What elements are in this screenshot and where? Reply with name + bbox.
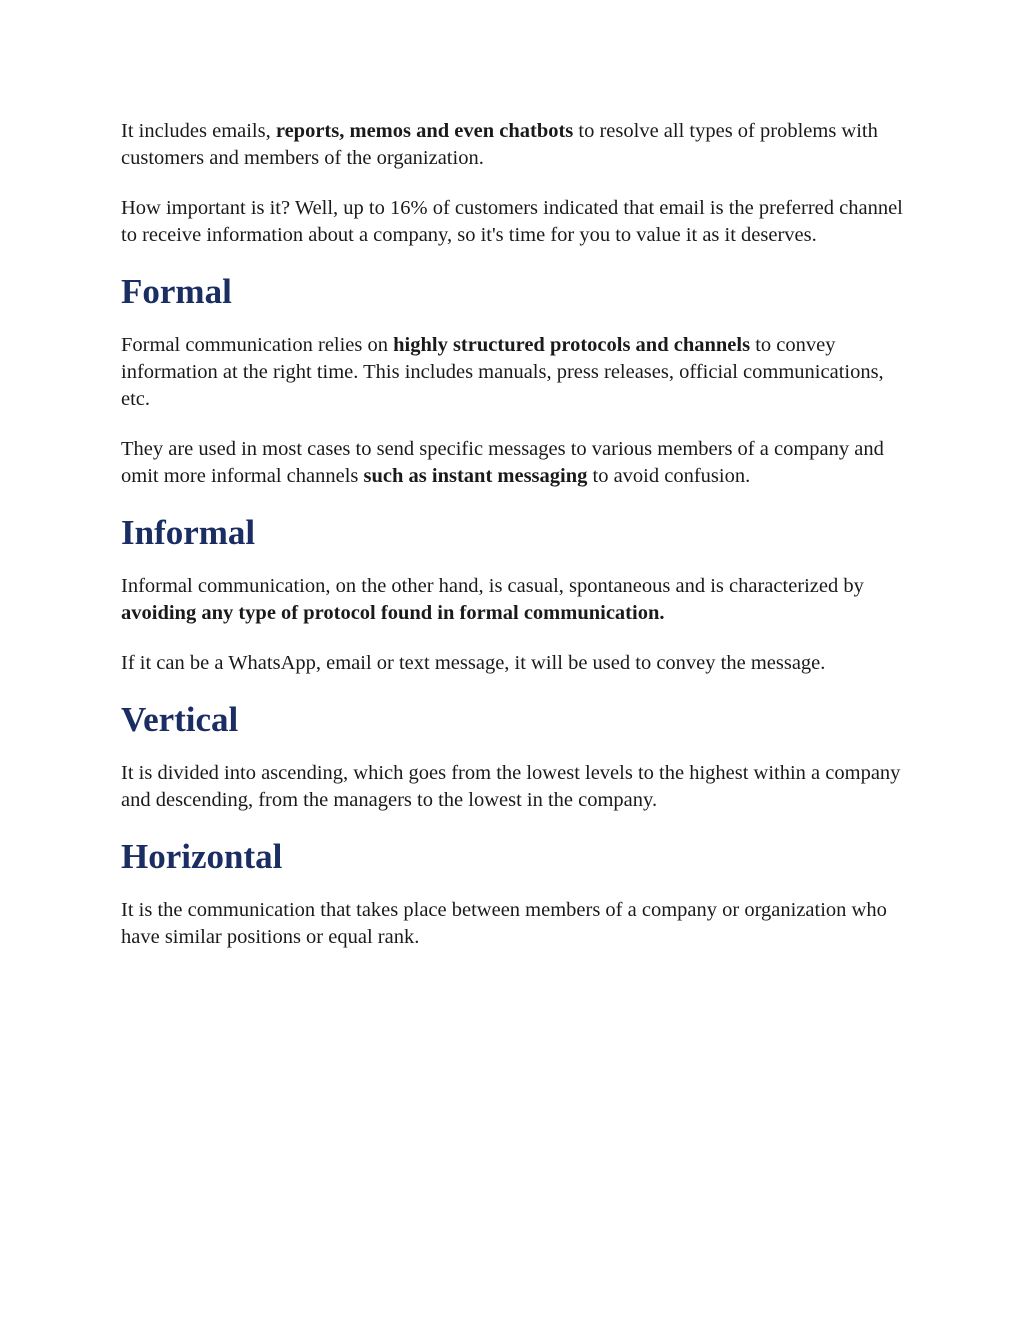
bold-phrase: avoiding any type of protocol found in formal communication. [121,602,665,624]
document-page [121,118,911,974]
vertical-paragraph-1: It is divided into ascending, which goes from the lowest levels to the highest within a company and descending, from the managers to the lowest in the company. [121,762,901,811]
heading-formal: Formal [121,272,232,311]
formal-paragraph-1: Formal communication relies on highly structured protocols and channels to convey information at the right time. This includes manuals, press releases, official communications, etc. [121,334,884,410]
intro-paragraph-2: How important is it? Well, up to 16% of customers indicated that email is the preferred channel to receive information about a company, so it's time for you to value it as it deserves. [121,197,903,246]
informal-paragraph-2: If it can be a WhatsApp, email or text message, it will be used to convey the message. [121,652,826,674]
formal-paragraph-2: They are used in most cases to send specific messages to various members of a company and omit more informal channels such as instant messaging to avoid confusion. [121,438,884,487]
informal-paragraph-1: Informal communication, on the other hand, is casual, spontaneous and is characterized by avoiding any type of protocol found in formal communication. [121,575,864,624]
heading-informal: Informal [121,513,256,552]
bold-phrase: such as instant messaging [363,465,588,487]
heading-vertical: Vertical [121,700,239,739]
bold-phrase: highly structured protocols and channels [393,334,751,356]
heading-horizontal: Horizontal [121,837,283,876]
horizontal-paragraph-1: It is the communication that takes place between members of a company or organization who have similar positions or equal rank. [121,899,887,948]
bold-phrase: reports, memos and even chatbots [275,120,574,142]
intro-paragraph-1: It includes emails, reports, memos and even chatbots to resolve all types of problems with customers and members of the organization. [121,120,878,169]
